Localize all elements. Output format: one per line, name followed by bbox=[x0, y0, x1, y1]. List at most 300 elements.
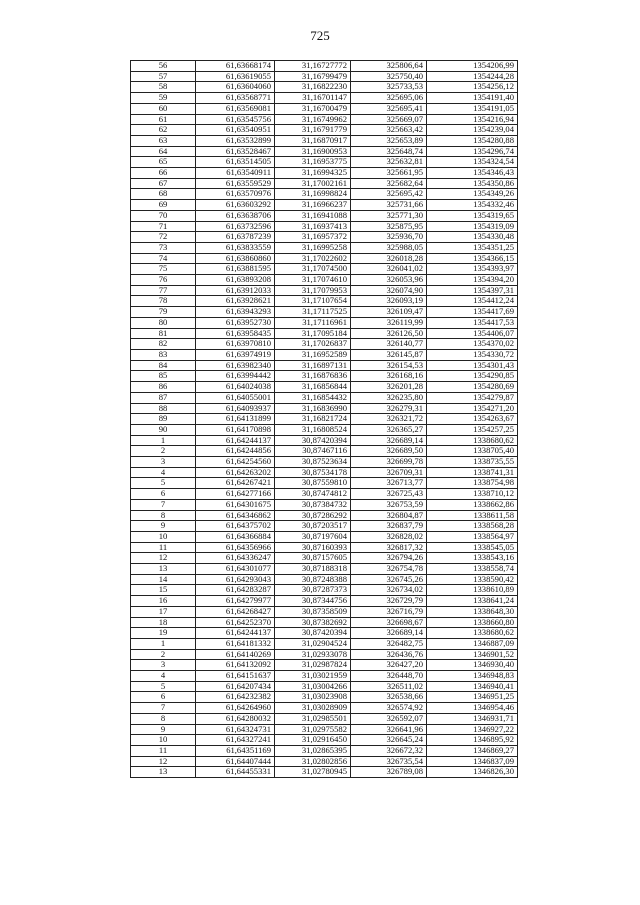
x-coordinate-cell: 325682,64 bbox=[351, 178, 427, 189]
y-coordinate-cell: 1354239,04 bbox=[427, 125, 518, 136]
longitude-cell: 31,03028909 bbox=[275, 703, 351, 714]
latitude-cell: 61,63952730 bbox=[196, 317, 275, 328]
longitude-cell: 31,16836990 bbox=[275, 403, 351, 414]
x-coordinate-cell: 325653,89 bbox=[351, 135, 427, 146]
latitude-cell: 61,64132092 bbox=[196, 660, 275, 671]
y-coordinate-cell: 1338680,62 bbox=[427, 435, 518, 446]
y-coordinate-cell: 1354370,02 bbox=[427, 339, 518, 350]
y-coordinate-cell: 1354280,88 bbox=[427, 135, 518, 146]
table-row bbox=[131, 617, 518, 628]
table-row bbox=[131, 542, 518, 553]
y-coordinate-cell: 1354346,43 bbox=[427, 168, 518, 179]
longitude-cell: 30,87420394 bbox=[275, 628, 351, 639]
point-number-cell: 59 bbox=[131, 93, 196, 104]
longitude-cell: 31,16700479 bbox=[275, 103, 351, 114]
y-coordinate-cell: 1354393,97 bbox=[427, 264, 518, 275]
x-coordinate-cell: 325771,30 bbox=[351, 210, 427, 221]
table-row bbox=[131, 596, 518, 607]
point-number-cell: 19 bbox=[131, 628, 196, 639]
point-number-cell: 1 bbox=[131, 435, 196, 446]
table-row bbox=[131, 328, 518, 339]
latitude-cell: 61,64263202 bbox=[196, 467, 275, 478]
y-coordinate-cell: 1354319,65 bbox=[427, 210, 518, 221]
y-coordinate-cell: 1338558,74 bbox=[427, 564, 518, 575]
point-number-cell: 85 bbox=[131, 371, 196, 382]
longitude-cell: 31,02916450 bbox=[275, 735, 351, 746]
table-row bbox=[131, 457, 518, 468]
table-row bbox=[131, 349, 518, 360]
y-coordinate-cell: 1354351,25 bbox=[427, 242, 518, 253]
latitude-cell: 61,64131899 bbox=[196, 414, 275, 425]
longitude-cell: 31,17026837 bbox=[275, 339, 351, 350]
point-number-cell: 12 bbox=[131, 553, 196, 564]
longitude-cell: 31,16897131 bbox=[275, 360, 351, 371]
table-row bbox=[131, 71, 518, 82]
table-row bbox=[131, 189, 518, 200]
point-number-cell: 65 bbox=[131, 157, 196, 168]
point-number-cell: 4 bbox=[131, 671, 196, 682]
latitude-cell: 61,64301675 bbox=[196, 499, 275, 510]
latitude-cell: 61,63619055 bbox=[196, 71, 275, 82]
latitude-cell: 61,63881595 bbox=[196, 264, 275, 275]
x-coordinate-cell: 326725,43 bbox=[351, 489, 427, 500]
table-row bbox=[131, 253, 518, 264]
table-row bbox=[131, 232, 518, 243]
latitude-cell: 61,64207434 bbox=[196, 681, 275, 692]
table-row bbox=[131, 703, 518, 714]
x-coordinate-cell: 326018,28 bbox=[351, 253, 427, 264]
x-coordinate-cell: 326689,14 bbox=[351, 435, 427, 446]
longitude-cell: 31,02780945 bbox=[275, 767, 351, 778]
table-row bbox=[131, 82, 518, 93]
y-coordinate-cell: 1354216,94 bbox=[427, 114, 518, 125]
latitude-cell: 61,64151637 bbox=[196, 671, 275, 682]
table-row bbox=[131, 285, 518, 296]
longitude-cell: 30,87384732 bbox=[275, 499, 351, 510]
y-coordinate-cell: 1354417,53 bbox=[427, 317, 518, 328]
point-number-cell: 2 bbox=[131, 649, 196, 660]
latitude-cell: 61,63603292 bbox=[196, 200, 275, 211]
longitude-cell: 31,03021959 bbox=[275, 671, 351, 682]
table-row bbox=[131, 360, 518, 371]
latitude-cell: 61,63974919 bbox=[196, 349, 275, 360]
table-row bbox=[131, 61, 518, 72]
table-row bbox=[131, 746, 518, 757]
point-number-cell: 75 bbox=[131, 264, 196, 275]
point-number-cell: 9 bbox=[131, 724, 196, 735]
point-number-cell: 7 bbox=[131, 499, 196, 510]
table-row bbox=[131, 756, 518, 767]
longitude-cell: 31,16957372 bbox=[275, 232, 351, 243]
x-coordinate-cell: 325806,64 bbox=[351, 61, 427, 72]
x-coordinate-cell: 326126,50 bbox=[351, 328, 427, 339]
latitude-cell: 61,64244137 bbox=[196, 435, 275, 446]
point-number-cell: 73 bbox=[131, 242, 196, 253]
y-coordinate-cell: 1346901,52 bbox=[427, 649, 518, 660]
point-number-cell: 5 bbox=[131, 478, 196, 489]
table-row bbox=[131, 242, 518, 253]
table-row bbox=[131, 200, 518, 211]
point-number-cell: 88 bbox=[131, 403, 196, 414]
longitude-cell: 30,87523634 bbox=[275, 457, 351, 468]
point-number-cell: 58 bbox=[131, 82, 196, 93]
x-coordinate-cell: 326448,70 bbox=[351, 671, 427, 682]
latitude-cell: 61,64140269 bbox=[196, 649, 275, 660]
point-number-cell: 89 bbox=[131, 414, 196, 425]
x-coordinate-cell: 326716,79 bbox=[351, 606, 427, 617]
latitude-cell: 61,64024038 bbox=[196, 382, 275, 393]
table-row bbox=[131, 146, 518, 157]
longitude-cell: 31,03023908 bbox=[275, 692, 351, 703]
table-row bbox=[131, 478, 518, 489]
latitude-cell: 61,63569081 bbox=[196, 103, 275, 114]
y-coordinate-cell: 1338590,42 bbox=[427, 574, 518, 585]
y-coordinate-cell: 1354332,46 bbox=[427, 200, 518, 211]
x-coordinate-cell: 326698,67 bbox=[351, 617, 427, 628]
table-row bbox=[131, 135, 518, 146]
table-row bbox=[131, 157, 518, 168]
longitude-cell: 30,87382692 bbox=[275, 617, 351, 628]
latitude-cell: 61,64093937 bbox=[196, 403, 275, 414]
y-coordinate-cell: 1354349,26 bbox=[427, 189, 518, 200]
point-number-cell: 9 bbox=[131, 521, 196, 532]
point-number-cell: 87 bbox=[131, 392, 196, 403]
point-number-cell: 12 bbox=[131, 756, 196, 767]
point-number-cell: 68 bbox=[131, 189, 196, 200]
longitude-cell: 31,16791779 bbox=[275, 125, 351, 136]
longitude-cell: 31,16870917 bbox=[275, 135, 351, 146]
latitude-cell: 61,64279977 bbox=[196, 596, 275, 607]
point-number-cell: 3 bbox=[131, 660, 196, 671]
x-coordinate-cell: 326168,16 bbox=[351, 371, 427, 382]
table-row bbox=[131, 435, 518, 446]
y-coordinate-cell: 1346948,83 bbox=[427, 671, 518, 682]
latitude-cell: 61,63970810 bbox=[196, 339, 275, 350]
table-row bbox=[131, 713, 518, 724]
longitude-cell: 31,16953775 bbox=[275, 157, 351, 168]
x-coordinate-cell: 326753,59 bbox=[351, 499, 427, 510]
y-coordinate-cell: 1346930,40 bbox=[427, 660, 518, 671]
x-coordinate-cell: 326641,96 bbox=[351, 724, 427, 735]
x-coordinate-cell: 326201,28 bbox=[351, 382, 427, 393]
latitude-cell: 61,64346862 bbox=[196, 510, 275, 521]
y-coordinate-cell: 1354256,12 bbox=[427, 82, 518, 93]
table-row bbox=[131, 103, 518, 114]
latitude-cell: 61,64280032 bbox=[196, 713, 275, 724]
point-number-cell: 17 bbox=[131, 606, 196, 617]
longitude-cell: 31,17002161 bbox=[275, 178, 351, 189]
latitude-cell: 61,63514505 bbox=[196, 157, 275, 168]
latitude-cell: 61,63604060 bbox=[196, 82, 275, 93]
point-number-cell: 62 bbox=[131, 125, 196, 136]
point-number-cell: 14 bbox=[131, 574, 196, 585]
x-coordinate-cell: 325750,40 bbox=[351, 71, 427, 82]
latitude-cell: 61,63545756 bbox=[196, 114, 275, 125]
x-coordinate-cell: 326093,19 bbox=[351, 296, 427, 307]
latitude-cell: 61,63532899 bbox=[196, 135, 275, 146]
point-number-cell: 8 bbox=[131, 510, 196, 521]
y-coordinate-cell: 1346887,09 bbox=[427, 638, 518, 649]
longitude-cell: 31,16995258 bbox=[275, 242, 351, 253]
point-number-cell: 11 bbox=[131, 542, 196, 553]
latitude-cell: 61,63668174 bbox=[196, 61, 275, 72]
x-coordinate-cell: 326794,26 bbox=[351, 553, 427, 564]
x-coordinate-cell: 326709,31 bbox=[351, 467, 427, 478]
longitude-cell: 31,16808524 bbox=[275, 424, 351, 435]
longitude-cell: 30,87287373 bbox=[275, 585, 351, 596]
y-coordinate-cell: 1346837,09 bbox=[427, 756, 518, 767]
table-row bbox=[131, 414, 518, 425]
longitude-cell: 30,87197604 bbox=[275, 531, 351, 542]
x-coordinate-cell: 326817,32 bbox=[351, 542, 427, 553]
x-coordinate-cell: 326365,27 bbox=[351, 424, 427, 435]
latitude-cell: 61,64181332 bbox=[196, 638, 275, 649]
table-row bbox=[131, 178, 518, 189]
y-coordinate-cell: 1354296,74 bbox=[427, 146, 518, 157]
x-coordinate-cell: 326074,90 bbox=[351, 285, 427, 296]
longitude-cell: 31,16799479 bbox=[275, 71, 351, 82]
table-row bbox=[131, 317, 518, 328]
x-coordinate-cell: 326699,78 bbox=[351, 457, 427, 468]
point-number-cell: 4 bbox=[131, 467, 196, 478]
y-coordinate-cell: 1354417,69 bbox=[427, 307, 518, 318]
point-number-cell: 6 bbox=[131, 692, 196, 703]
point-number-cell: 64 bbox=[131, 146, 196, 157]
longitude-cell: 30,87286292 bbox=[275, 510, 351, 521]
table-row bbox=[131, 403, 518, 414]
x-coordinate-cell: 326713,77 bbox=[351, 478, 427, 489]
x-coordinate-cell: 325661,95 bbox=[351, 168, 427, 179]
longitude-cell: 31,17074610 bbox=[275, 275, 351, 286]
latitude-cell: 61,64232382 bbox=[196, 692, 275, 703]
table-row bbox=[131, 574, 518, 585]
y-coordinate-cell: 1338754,98 bbox=[427, 478, 518, 489]
longitude-cell: 31,17074500 bbox=[275, 264, 351, 275]
latitude-cell: 61,64324731 bbox=[196, 724, 275, 735]
latitude-cell: 61,63568771 bbox=[196, 93, 275, 104]
y-coordinate-cell: 1354206,99 bbox=[427, 61, 518, 72]
longitude-cell: 30,87248388 bbox=[275, 574, 351, 585]
y-coordinate-cell: 1338662,86 bbox=[427, 499, 518, 510]
x-coordinate-cell: 326041,02 bbox=[351, 264, 427, 275]
x-coordinate-cell: 325648,74 bbox=[351, 146, 427, 157]
y-coordinate-cell: 1346869,27 bbox=[427, 746, 518, 757]
x-coordinate-cell: 326235,80 bbox=[351, 392, 427, 403]
y-coordinate-cell: 1338680,62 bbox=[427, 628, 518, 639]
table-row bbox=[131, 114, 518, 125]
page-number: 725 bbox=[310, 28, 330, 43]
longitude-cell: 31,16900953 bbox=[275, 146, 351, 157]
y-coordinate-cell: 1338610,89 bbox=[427, 585, 518, 596]
y-coordinate-cell: 1354324,54 bbox=[427, 157, 518, 168]
point-number-cell: 10 bbox=[131, 735, 196, 746]
longitude-cell: 31,16701147 bbox=[275, 93, 351, 104]
point-number-cell: 79 bbox=[131, 307, 196, 318]
point-number-cell: 13 bbox=[131, 564, 196, 575]
y-coordinate-cell: 1354301,43 bbox=[427, 360, 518, 371]
table-row bbox=[131, 264, 518, 275]
point-number-cell: 56 bbox=[131, 61, 196, 72]
latitude-cell: 61,64264960 bbox=[196, 703, 275, 714]
x-coordinate-cell: 325988,05 bbox=[351, 242, 427, 253]
table-row bbox=[131, 660, 518, 671]
table-row bbox=[131, 424, 518, 435]
latitude-cell: 61,63540911 bbox=[196, 168, 275, 179]
point-number-cell: 86 bbox=[131, 382, 196, 393]
point-number-cell: 18 bbox=[131, 617, 196, 628]
table-row bbox=[131, 649, 518, 660]
table-row bbox=[131, 221, 518, 232]
longitude-cell: 30,87534178 bbox=[275, 467, 351, 478]
latitude-cell: 61,63540951 bbox=[196, 125, 275, 136]
table-row bbox=[131, 210, 518, 221]
point-number-cell: 82 bbox=[131, 339, 196, 350]
longitude-cell: 31,02802856 bbox=[275, 756, 351, 767]
latitude-cell: 61,63912033 bbox=[196, 285, 275, 296]
y-coordinate-cell: 1346940,41 bbox=[427, 681, 518, 692]
longitude-cell: 31,17116961 bbox=[275, 317, 351, 328]
longitude-cell: 30,87188318 bbox=[275, 564, 351, 575]
latitude-cell: 61,63994442 bbox=[196, 371, 275, 382]
x-coordinate-cell: 325731,66 bbox=[351, 200, 427, 211]
table-row bbox=[131, 553, 518, 564]
point-number-cell: 77 bbox=[131, 285, 196, 296]
y-coordinate-cell: 1338545,05 bbox=[427, 542, 518, 553]
longitude-cell: 30,87203517 bbox=[275, 521, 351, 532]
longitude-cell: 31,16727772 bbox=[275, 61, 351, 72]
longitude-cell: 31,16854432 bbox=[275, 392, 351, 403]
latitude-cell: 61,64254560 bbox=[196, 457, 275, 468]
point-number-cell: 8 bbox=[131, 713, 196, 724]
longitude-cell: 31,02975582 bbox=[275, 724, 351, 735]
x-coordinate-cell: 325663,42 bbox=[351, 125, 427, 136]
x-coordinate-cell: 326754,78 bbox=[351, 564, 427, 575]
table-row bbox=[131, 296, 518, 307]
y-coordinate-cell: 1354191,05 bbox=[427, 103, 518, 114]
longitude-cell: 30,87474812 bbox=[275, 489, 351, 500]
table-row bbox=[131, 531, 518, 542]
latitude-cell: 61,63943293 bbox=[196, 307, 275, 318]
table-row bbox=[131, 521, 518, 532]
y-coordinate-cell: 1338568,28 bbox=[427, 521, 518, 532]
y-coordinate-cell: 1354350,86 bbox=[427, 178, 518, 189]
x-coordinate-cell: 326321,72 bbox=[351, 414, 427, 425]
x-coordinate-cell: 326828,02 bbox=[351, 531, 427, 542]
latitude-cell: 61,64277166 bbox=[196, 489, 275, 500]
point-number-cell: 10 bbox=[131, 531, 196, 542]
latitude-cell: 61,64366884 bbox=[196, 531, 275, 542]
point-number-cell: 72 bbox=[131, 232, 196, 243]
table-row bbox=[131, 510, 518, 521]
latitude-cell: 61,64267421 bbox=[196, 478, 275, 489]
latitude-cell: 61,64301077 bbox=[196, 564, 275, 575]
point-number-cell: 80 bbox=[131, 317, 196, 328]
y-coordinate-cell: 1354271,20 bbox=[427, 403, 518, 414]
latitude-cell: 61,64244856 bbox=[196, 446, 275, 457]
y-coordinate-cell: 1346927,22 bbox=[427, 724, 518, 735]
x-coordinate-cell: 325733,53 bbox=[351, 82, 427, 93]
table-row bbox=[131, 371, 518, 382]
point-number-cell: 74 bbox=[131, 253, 196, 264]
table-row bbox=[131, 671, 518, 682]
x-coordinate-cell: 326574,92 bbox=[351, 703, 427, 714]
point-number-cell: 61 bbox=[131, 114, 196, 125]
x-coordinate-cell: 326053,96 bbox=[351, 275, 427, 286]
latitude-cell: 61,64293043 bbox=[196, 574, 275, 585]
longitude-cell: 31,17117525 bbox=[275, 307, 351, 318]
x-coordinate-cell: 326482,75 bbox=[351, 638, 427, 649]
table-row bbox=[131, 467, 518, 478]
longitude-cell: 31,16994325 bbox=[275, 168, 351, 179]
latitude-cell: 61,63638706 bbox=[196, 210, 275, 221]
table-row bbox=[131, 339, 518, 350]
y-coordinate-cell: 1338710,12 bbox=[427, 489, 518, 500]
x-coordinate-cell: 325669,07 bbox=[351, 114, 427, 125]
table-row bbox=[131, 681, 518, 692]
latitude-cell: 61,64327241 bbox=[196, 735, 275, 746]
table-row bbox=[131, 446, 518, 457]
longitude-cell: 31,16966237 bbox=[275, 200, 351, 211]
x-coordinate-cell: 325632,81 bbox=[351, 157, 427, 168]
table-row bbox=[131, 564, 518, 575]
table-row bbox=[131, 93, 518, 104]
table-row bbox=[131, 489, 518, 500]
point-number-cell: 83 bbox=[131, 349, 196, 360]
y-coordinate-cell: 1354412,24 bbox=[427, 296, 518, 307]
longitude-cell: 31,16952589 bbox=[275, 349, 351, 360]
y-coordinate-cell: 1338660,80 bbox=[427, 617, 518, 628]
latitude-cell: 61,63732596 bbox=[196, 221, 275, 232]
longitude-cell: 31,16876836 bbox=[275, 371, 351, 382]
x-coordinate-cell: 326140,77 bbox=[351, 339, 427, 350]
longitude-cell: 31,16749962 bbox=[275, 114, 351, 125]
latitude-cell: 61,64375702 bbox=[196, 521, 275, 532]
point-number-cell: 7 bbox=[131, 703, 196, 714]
y-coordinate-cell: 1354290,85 bbox=[427, 371, 518, 382]
x-coordinate-cell: 326145,87 bbox=[351, 349, 427, 360]
x-coordinate-cell: 326592,07 bbox=[351, 713, 427, 724]
longitude-cell: 31,17107654 bbox=[275, 296, 351, 307]
point-number-cell: 2 bbox=[131, 446, 196, 457]
latitude-cell: 61,64455331 bbox=[196, 767, 275, 778]
table-row bbox=[131, 585, 518, 596]
longitude-cell: 31,16822230 bbox=[275, 82, 351, 93]
table-row bbox=[131, 275, 518, 286]
x-coordinate-cell: 326109,47 bbox=[351, 307, 427, 318]
point-number-cell: 81 bbox=[131, 328, 196, 339]
y-coordinate-cell: 1354406,07 bbox=[427, 328, 518, 339]
longitude-cell: 30,87559810 bbox=[275, 478, 351, 489]
y-coordinate-cell: 1354330,48 bbox=[427, 232, 518, 243]
latitude-cell: 61,64244137 bbox=[196, 628, 275, 639]
point-number-cell: 76 bbox=[131, 275, 196, 286]
latitude-cell: 61,63528467 bbox=[196, 146, 275, 157]
latitude-cell: 61,63787239 bbox=[196, 232, 275, 243]
point-number-cell: 66 bbox=[131, 168, 196, 179]
y-coordinate-cell: 1346931,71 bbox=[427, 713, 518, 724]
table-row bbox=[131, 382, 518, 393]
longitude-cell: 30,87344756 bbox=[275, 596, 351, 607]
point-number-cell: 71 bbox=[131, 221, 196, 232]
latitude-cell: 61,63570976 bbox=[196, 189, 275, 200]
x-coordinate-cell: 325695,41 bbox=[351, 103, 427, 114]
y-coordinate-cell: 1346895,92 bbox=[427, 735, 518, 746]
point-number-cell: 70 bbox=[131, 210, 196, 221]
table-row bbox=[131, 307, 518, 318]
latitude-cell: 61,64336247 bbox=[196, 553, 275, 564]
x-coordinate-cell: 326689,50 bbox=[351, 446, 427, 457]
latitude-cell: 61,64252370 bbox=[196, 617, 275, 628]
